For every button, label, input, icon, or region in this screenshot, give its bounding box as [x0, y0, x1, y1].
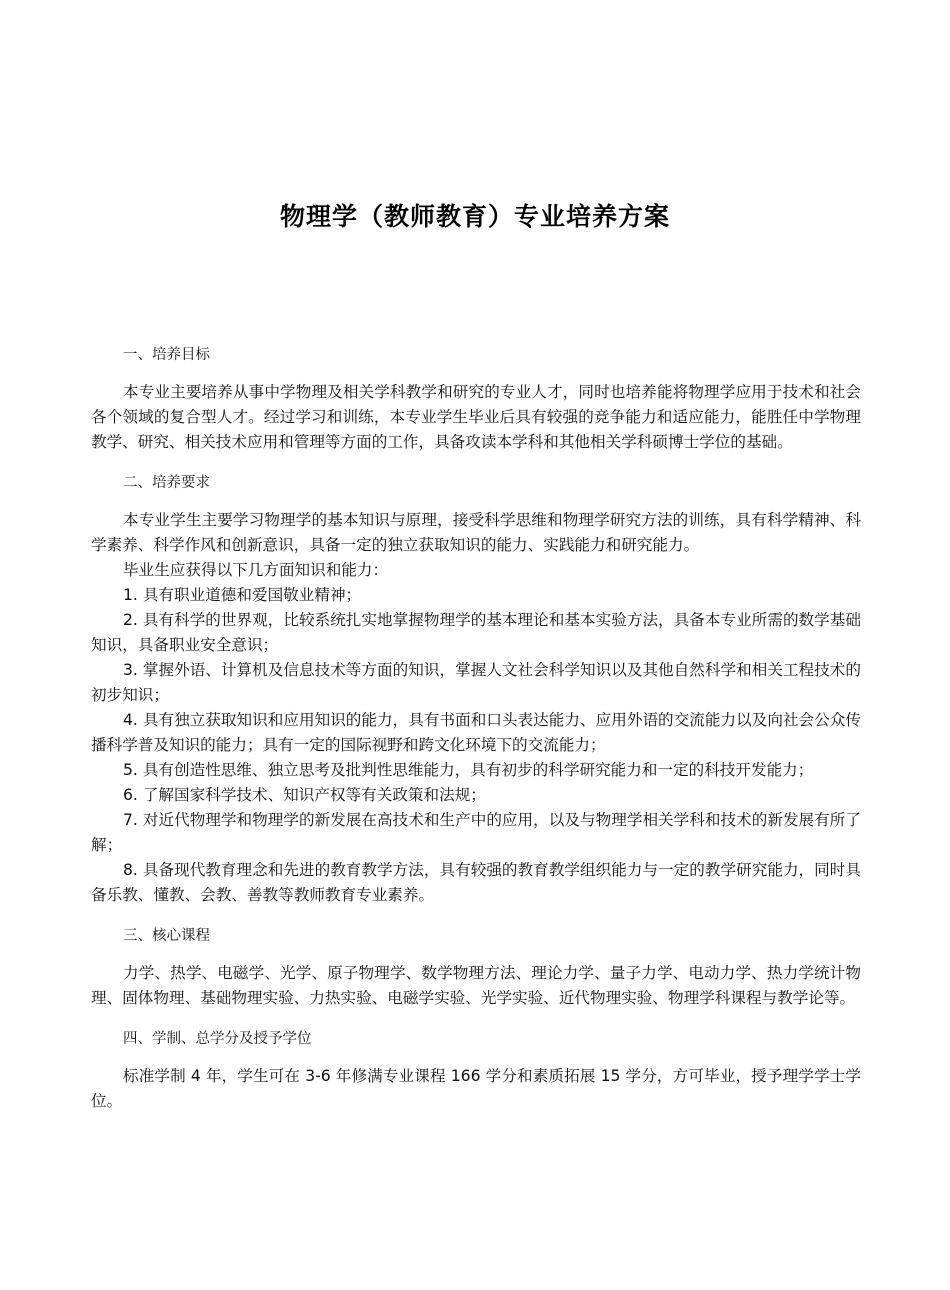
paragraph: 本专业主要培养从事中学物理及相关学科教学和研究的专业人才，同时也培养能将物理学应用于技术和社会各个领域的复合型人才。经过学习和训练，本专业学生毕业后具有较强的竞争能力和适应能力，能胜任中学物理教学、研究、相关技术应用和管理等方面的工作，具备攻读本学科和其他相关学科硕博士学位的基础。 [91, 383, 861, 451]
section-heading: 二、培养要求 [123, 475, 210, 491]
list-item: 3. 掌握外语、计算机及信息技术等方面的知识，掌握人文社会科学知识以及其他自然科学和相关工程技术的初步知识； [91, 661, 861, 704]
page-title: 物理学（教师教育）专业培养方案 [279, 202, 670, 231]
list-item: 6. 了解国家科学技术、知识产权等有关政策和法规； [123, 786, 486, 804]
paragraph: 力学、热学、电磁学、光学、原子物理学、数学物理方法、理论力学、量子力学、电动力学、热力学统计物理、固体物理、基础物理实验、力热实验、电磁学实验、光学实验、近代物理实验、物理学科课程与教学论等。 [91, 964, 861, 1007]
section-heading: 三、核心课程 [123, 928, 210, 944]
section-core-courses [91, 924, 861, 1011]
list-item: 8. 具备现代教育理念和先进的教育教学方法，具有较强的教育教学组织能力与一定的教学研究能力，同时具备乐教、懂教、会教、善教等教师教育专业素养。 [91, 861, 861, 904]
section-heading: 一、培养目标 [123, 347, 210, 363]
section-duration-credits-degree [91, 1027, 861, 1114]
paragraph: 毕业生应获得以下几方面知识和能力： [123, 561, 389, 579]
document-body [91, 343, 861, 1114]
paragraph: 本专业学生主要学习物理学的基本知识与原理，接受科学思维和物理学研究方法的训练，具有科学精神、科学素养、科学作风和创新意识，具备一定的独立获取知识的能力、实践能力和研究能力。 [91, 511, 861, 554]
paragraph: 标准学制 4 年，学生可在 3-6 年修满专业课程 166 学分和素质拓展 15 学分，方可毕业，授予理学学士学位。 [91, 1067, 861, 1110]
list-item: 5. 具有创造性思维、独立思考及批判性思维能力，具有初步的科学研究能力和一定的科技开发能力； [123, 761, 814, 779]
section-training-objectives [91, 343, 861, 455]
list-item: 1. 具有职业道德和爱国敬业精神； [123, 586, 362, 604]
list-item: 7. 对近代物理学和物理学的新发展在高技术和生产中的应用，以及与物理学相关学科和技术的新发展有所了解； [91, 811, 861, 854]
section-heading: 四、学制、总学分及授予学位 [123, 1031, 312, 1047]
list-item: 2. 具有科学的世界观，比较系统扎实地掌握物理学的基本理论和基本实验方法，具备本专业所需的数学基础知识，具备职业安全意识； [91, 611, 861, 654]
list-item: 4. 具有独立获取知识和应用知识的能力，具有书面和口头表达能力、应用外语的交流能力以及向社会公众传播科学普及知识的能力；具有一定的国际视野和跨文化环境下的交流能力； [91, 711, 861, 754]
section-training-requirements [91, 471, 861, 908]
